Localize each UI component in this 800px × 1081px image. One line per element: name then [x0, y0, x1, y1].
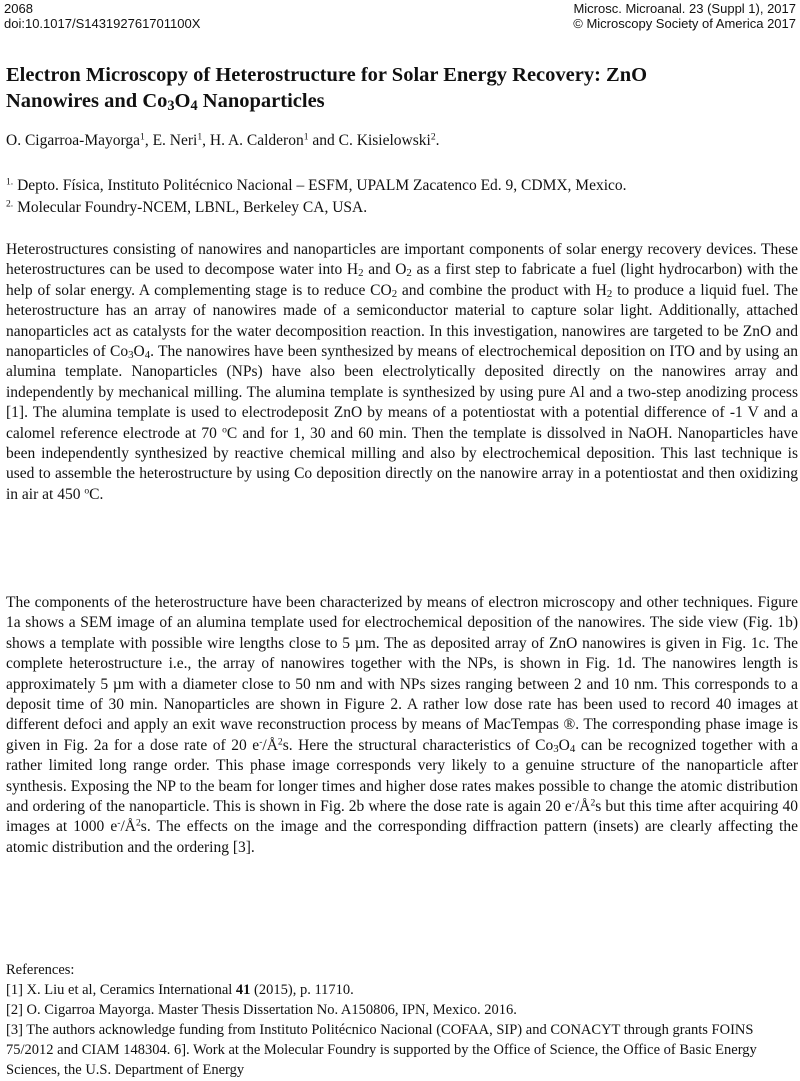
- body-paragraph-2: The components of the heterostructure have been characterized by means of electron microscopy and other techniques. Figure 1a shows a SEM image of an alumina template used for electrochemical deposition of the nanowires. The side view (Fig. 1b) shows a template with possible wire lengths close to 5 µm. The as deposited array of ZnO nanowires is given in Fig. 1c. The complete heterostructure i.e., the array of nanowires together with the NPs, is shown in Fig. 1d. The nanowires length is approximately 5 µm with a diameter close to 50 nm and with NPs sizes ranging between 2 and 10 nm. This corresponds to a deposit time of 30 min. Nanoparticles are shown in Figure 2. A rather low dose rate has been used to record 40 images at different defoci and apply an exit wave reconstruction process by means of MacTempas ®. The corresponding phase image is given in Fig. 2a for a dose rate of 20 $e^-/Å^2s$. Here the structural characteristics of $Co_3O_4$ can be recognized together with a rather limited long range order. This phase image corresponds very likely to a genuine structure of the nanoparticle after synthesis. Exposing the NP to the beam for longer times and higher dose rates makes possible to change the atomic distribution and ordering of the nanoparticle. This is shown in Fig. 2b where the dose rate is again 20 $e^-/Å^2s$ but this time after acquiring 40 images at 1000 $e^-/Å^2s$. The effects on the image and the corresponding diffraction pattern (insets) are clearly affecting the atomic distribution and the ordering [3].: [6, 594, 798, 856]
- references-heading: References:: [6, 962, 75, 978]
- running-header-right: [573, 1, 796, 31]
- author-list: O. Cigarroa-Mayorga$^1$, E. Neri$^1$, H. A. Calderon$^1$ and C. Kisielowski$^2$.: [6, 131, 440, 149]
- reference-1: [1] X. Liu et al, Ceramics International 41 (2015), p. 11710.: [6, 982, 354, 998]
- affiliation-2: $^{2.}$ Molecular Foundry-NCEM, LBNL, Berkeley CA, USA.: [6, 198, 368, 216]
- running-header-left: [4, 1, 200, 31]
- reference-2: [2] O. Cigarroa Mayorga. Master Thesis Dissertation No. A150806, IPN, Mexico. 2016.: [6, 1002, 517, 1018]
- body-paragraph-1: Heterostructures consisting of nanowires and nanoparticles are important components of solar energy recovery devices. These heterostructures can be used to decompose water into $H_2$ and $O_2$ as a first step to fabricate a fuel (light hydrocarbon) with the help of solar energy. A complementing stage is to reduce $CO_2$ and combine the product with $H_2$ to produce a liquid fuel. The heterostructure has an array of nanowires made of a semiconductor material to capture solar light. Additionally, attached nanoparticles act as catalysts for the water decomposition reaction. In this investigation, nanowires are targeted to be ZnO and nanoparticles of $Co_3O_4$. The nanowires have been synthesized by means of electrochemical deposition on ITO and by using an alumina template. Nanoparticles (NPs) have also been electrolytically deposited directly on the nanowires array and independently by mechanical milling. The alumina template is synthesized by using pure Al and a two-step anodizing process [1]. The alumina template is used to electrodeposit ZnO by means of a potentiostat with a potential difference of -1 V and a calomel reference electrode at 70 $^o$C and for 1, 30 and 60 min. Then the template is dissolved in NaOH. Nanoparticles have been independently synthesized by reactive chemical milling and also by electrochemical deposition. This last technique is used to assemble the heterostructure by using Co deposition directly on the nanowire array in a potentiostat and then oxidizing in air at 450 $^o$C.: [6, 241, 799, 503]
- affiliation-1: $^{1.}$ Depto. Física, Instituto Politécnico Nacional – ESFM, UPALM Zacatenco Ed. 9, CDMX, Mexico.: [6, 176, 627, 194]
- page-number: 2068: [4, 1, 33, 16]
- reference-3: [3] The authors acknowledge funding from Instituto Politécnico Nacional (COFAA, SIP) and CONACYT through grants FOINS 75/2012 and CIAM 148304. 6]. Work at the Molecular Foundry is supported by the Office of Science, the Office of Basic Energy Sciences, the U.S. Department of Energy: [6, 1022, 757, 1078]
- copyright: © Microscopy Society of America 2017: [573, 16, 796, 31]
- journal-citation: Microsc. Microanal. 23 (Suppl 1), 2017: [573, 1, 796, 16]
- title-line-1: Electron Microscopy of Heterostructure for Solar Energy Recovery: ZnO: [6, 64, 648, 86]
- references: [6, 960, 798, 1080]
- affiliations: [6, 175, 627, 219]
- paper-title: Electron Microscopy of Heterostructure for Solar Energy Recovery: ZnO Nanowires and $Co_3O_4$ Nanoparticles: [6, 64, 648, 114]
- doi[interactable]: doi:10.1017/S143192761701100X: [4, 16, 201, 31]
